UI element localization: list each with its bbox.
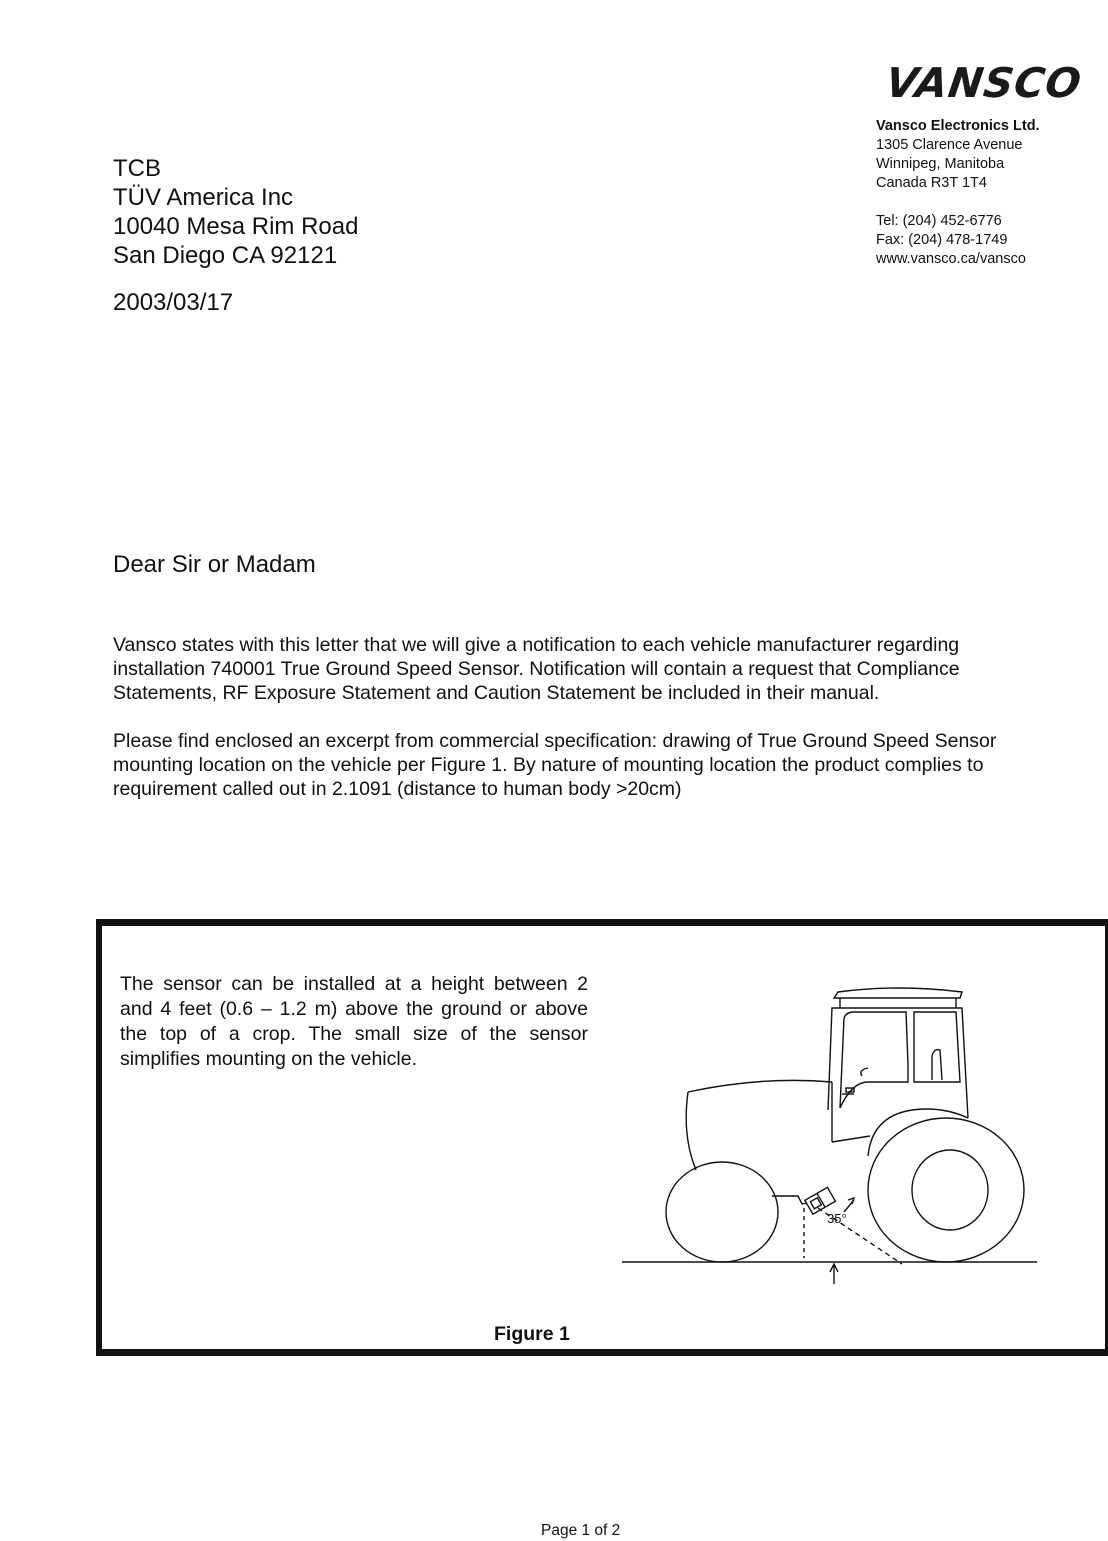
- recipient-line: 10040 Mesa Rim Road: [113, 213, 359, 240]
- cab-roof: [834, 988, 962, 998]
- figure-description: The sensor can be installed at a height between 2 and 4 feet (0.6 – 1.2 m) above the ground or above the top of a crop. The small size of the sensor simplifies mounting on the vehicle.: [120, 973, 588, 1070]
- body-paragraph-1: Vansco states with this letter that we will give a notification to each vehicle manufacturer regarding installation 740001 True Ground Speed Sensor. Notification will contain a request that Compliance Statements, RF Exposure Statement and Caution Statement be included in their manual.: [113, 634, 960, 704]
- tractor-hood: [688, 1080, 832, 1092]
- sender-address-block: [876, 117, 1040, 269]
- company-address-line: 1305 Clarence Avenue: [876, 137, 1023, 153]
- recipient-address-block: [113, 154, 358, 270]
- recipient-line: TÜV America Inc: [113, 184, 294, 211]
- vansco-logo: VANSCO: [882, 59, 1085, 107]
- company-website: www.vansco.ca/vansco: [876, 251, 1026, 267]
- salutation: Dear Sir or Madam: [113, 551, 316, 578]
- angle-label: 35°: [827, 1211, 847, 1226]
- figure-1-box: [96, 919, 1108, 1356]
- company-address-line: Canada R3T 1T4: [876, 175, 987, 191]
- tractor-sensor-drawing: [622, 986, 1052, 1316]
- body-paragraph-2: Please find enclosed an excerpt from commercial specification: drawing of True Ground Speed Sensor mounting location on the vehicle per Figure 1. By nature of mounting location the product complies to requirement called out in 2.1091 (distance to human body >20cm): [113, 730, 997, 800]
- letter-date: 2003/03/17: [113, 289, 234, 316]
- cab-outline: [828, 1008, 968, 1118]
- figure-label: Figure 1: [494, 1323, 570, 1345]
- rear-wheel: [868, 1118, 1024, 1262]
- front-wheel: [666, 1162, 778, 1262]
- company-address-line: Winnipeg, Manitoba: [876, 156, 1005, 172]
- company-fax: Fax: (204) 478-1749: [876, 232, 1008, 248]
- company-name: Vansco Electronics Ltd.: [876, 118, 1040, 134]
- company-tel: Tel: (204) 452-6776: [876, 213, 1002, 229]
- page-number: Page 1 of 2: [541, 1522, 621, 1539]
- recipient-line: TCB: [113, 155, 161, 182]
- recipient-line: San Diego CA 92121: [113, 242, 338, 269]
